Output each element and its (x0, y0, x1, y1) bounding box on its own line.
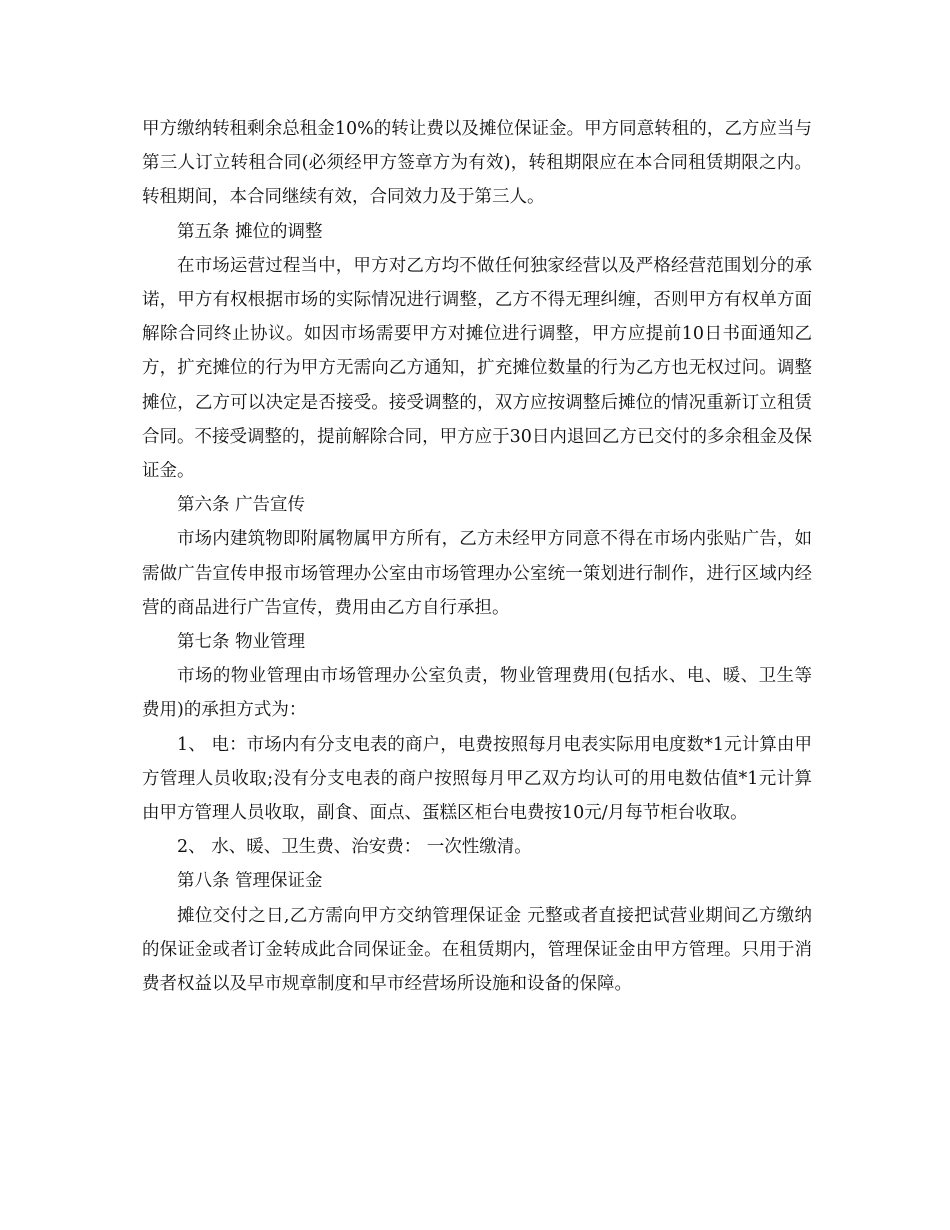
article-7-body: 市场的物业管理由市场管理办公室负责，物业管理费用(包括水、电、暖、卫生等费用)的承担方式为： (142, 666, 812, 721)
paragraph-transfer-fee-continuation: 甲方缴纳转租剩余总租金10%的转让费以及摊位保证金。甲方同意转租的，乙方应当与第三人订立转租合同(必须经甲方签章方为有效)，转租期限应在本合同租赁期限之内。转租期间，本合同继续有效，合同效力及于第三人。 (142, 119, 812, 208)
article-5-body: 在市场运营过程当中，甲方对乙方均不做任何独家经营以及严格经营范围划分的承诺，甲方有权根据市场的实际情况进行调整，乙方不得无理纠缠，否则甲方有权单方面解除合同终止协议。如因市场需要甲方对摊位进行调整，甲方应提前10日书面通知乙方，扩充摊位的行为甲方无需向乙方通知，扩充摊位数量的行为乙方也无权过问。调整摊位，乙方可以决定是否接受。接受调整的，双方应按调整后摊位的情况重新订立租赁合同。不接受调整的，提前解除合同，甲方应于30日内退回乙方已交付的多余租金及保证金。 (142, 255, 812, 482)
article-7-item-water-heating: 2、 水、暖、卫生费、治安费： 一次性缴清。 (177, 837, 532, 858)
article-6-body: 市场内建筑物即附属物属甲方所有，乙方未经甲方同意不得在市场内张贴广告，如需做广告宣传申报市场管理办公室由市场管理办公室统一策划进行制作，进行区域内经营的商品进行广告宣传，费用由乙方自行承担。 (142, 529, 812, 618)
contract-text-body (142, 112, 812, 1001)
article-8-heading: 第八条 管理保证金 (177, 871, 323, 892)
article-6-heading: 第六条 广告宣传 (177, 495, 306, 516)
article-8-body: 摊位交付之日,乙方需向甲方交纳管理保证金 元整或者直接把试营业期间乙方缴纳的保证金或者订金转成此合同保证金。在租赁期内，管理保证金由甲方管理。只用于消费者权益以及早市规章制度和早市经营场所设施和设备的保障。 (142, 905, 812, 995)
article-7-item-electricity: 1、 电：市场内有分支电表的商户，电费按照每月电表实际用电度数*1元计算由甲方管理人员收取;没有分支电表的商户按照每月甲乙双方均认可的用电数估值*1元计算由甲方管理人员收取，副食、面点、蛋糕区柜台电费按10元/月每节柜台收取。 (142, 734, 812, 824)
article-7-heading: 第七条 物业管理 (177, 632, 306, 653)
article-5-heading: 第五条 摊位的调整 (177, 221, 323, 242)
